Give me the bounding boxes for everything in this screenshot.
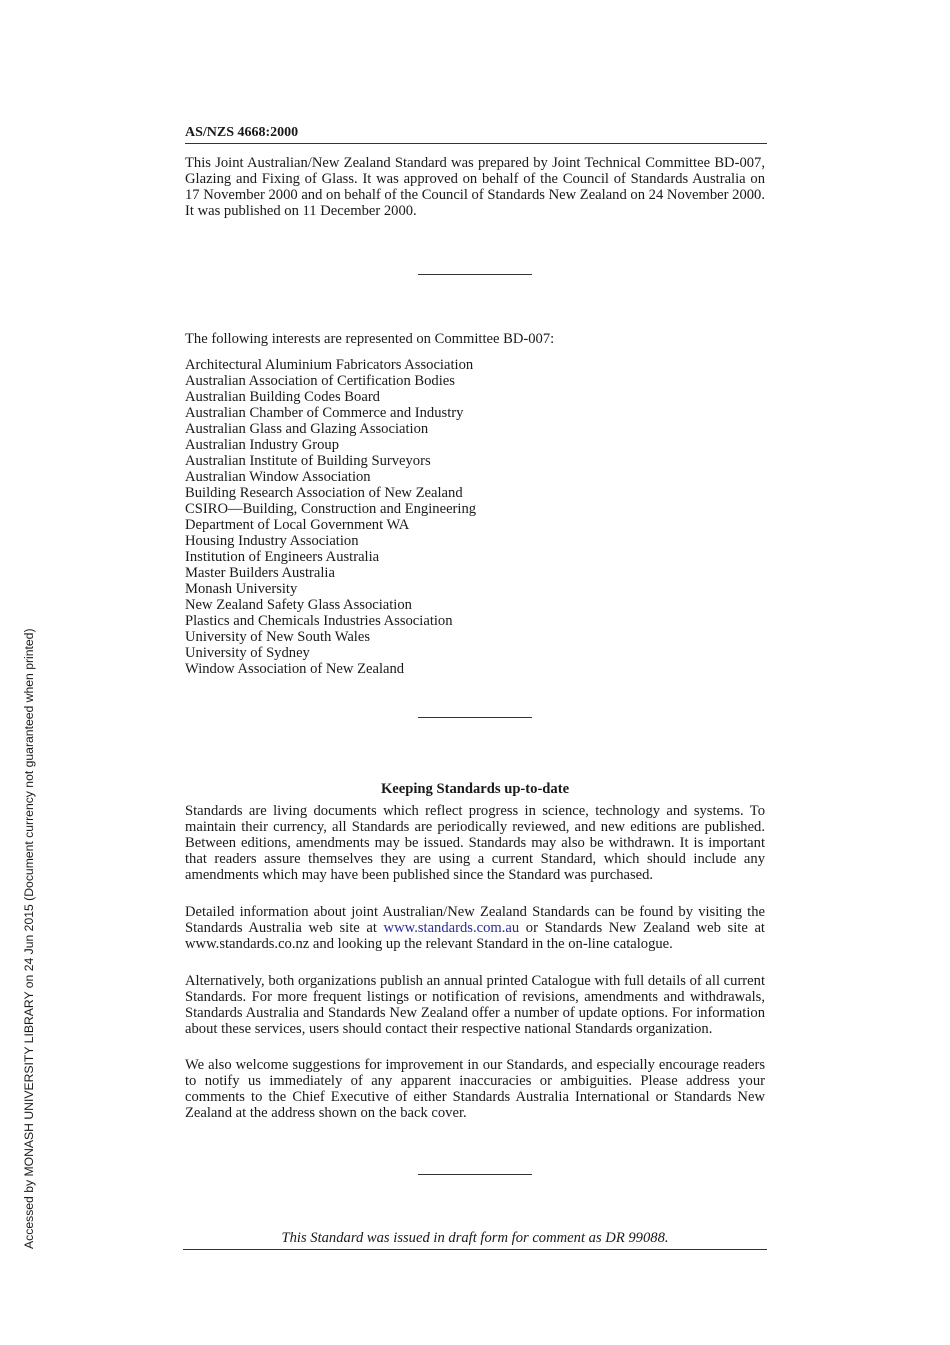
standards-australia-link[interactable]: www.standards.com.au: [383, 920, 520, 936]
section-divider: [418, 1174, 532, 1175]
list-item: Australian Institute of Building Surveyors: [185, 453, 431, 469]
list-item: Master Builders Australia: [185, 565, 335, 581]
list-item: Window Association of New Zealand: [185, 661, 405, 677]
list-item: Department of Local Government WA: [185, 517, 410, 533]
paragraph-text: or Standards New Zealand web site at www.standards.co.nz and looking up the relevant Standard in the on-line catalogue.: [185, 920, 765, 952]
detailed-information-paragraph: [185, 904, 765, 952]
suggestions-paragraph: We also welcome suggestions for improvement in our Standards, and especially encourage readers to notify us immediately of any apparent inaccuracies or ambiguities. Please address your comments to the Chief Executive of either Standards Australia International or Standards New Zealand at the address shown on the back cover.: [185, 1057, 765, 1121]
committee-lead-in: The following interests are represented on Committee BD-007:: [185, 331, 555, 347]
intro-paragraph: This Joint Australian/New Zealand Standard was prepared by Joint Technical Committee BD-007, Glazing and Fixing of Glass. It was approved on behalf of the Council of Standards Australia on 17 November 2000 and on behalf of the Council of Standards New Zealand on 24 November 2000. It was published on 11 December 2000.: [185, 155, 765, 219]
list-item: Plastics and Chemicals Industries Association: [185, 613, 453, 629]
list-item: CSIRO—Building, Construction and Engineering: [185, 501, 477, 517]
list-item: Monash University: [185, 581, 298, 597]
section-divider: [418, 274, 532, 275]
list-item: Housing Industry Association: [185, 533, 359, 549]
list-item: New Zealand Safety Glass Association: [185, 597, 412, 613]
access-watermark: Accessed by MONASH UNIVERSITY LIBRARY on 24 Jun 2015 (Document currency not guaranteed when printed): [22, 628, 36, 1249]
list-item: Australian Glass and Glazing Association: [185, 421, 429, 437]
list-item: Australian Association of Certification Bodies: [185, 373, 455, 389]
committee-member-list: [185, 357, 476, 677]
draft-note-footer: This Standard was issued in draft form for comment as DR 99088.: [183, 1230, 767, 1250]
paragraph-text: Detailed information about joint Australian/New Zealand Standards can be found by visiting the Standards Australia web site at: [185, 904, 765, 936]
standard-number-header: AS/NZS 4668:2000: [185, 125, 767, 144]
list-item: Australian Industry Group: [185, 437, 340, 453]
keeping-up-to-date-heading: Keeping Standards up-to-date: [380, 781, 570, 797]
list-item: University of Sydney: [185, 645, 310, 661]
list-item: Australian Building Codes Board: [185, 389, 380, 405]
list-item: University of New South Wales: [185, 629, 371, 645]
catalogue-paragraph: Alternatively, both organizations publish an annual printed Catalogue with full details of all current Standards. For more frequent listings or notification of revisions, amendments and withdrawals, Standards Australia and Standards New Zealand offer a number of update options. For information about these services, users should contact their respective national Standards organization.: [185, 973, 765, 1037]
list-item: Australian Chamber of Commerce and Industry: [185, 405, 464, 421]
list-item: Institution of Engineers Australia: [185, 549, 380, 565]
living-documents-paragraph: Standards are living documents which reflect progress in science, technology and systems. To maintain their currency, all Standards are periodically reviewed, and new editions are published. Between editions, amendments may be issued. Standards may also be withdrawn. It is important that readers assure themselves they are using a current Standard, which should include any amendments which may have been published since the Standard was purchased.: [185, 803, 765, 883]
list-item: Australian Window Association: [185, 469, 371, 485]
list-item: Architectural Aluminium Fabricators Association: [185, 357, 474, 373]
section-divider: [418, 717, 532, 718]
list-item: Building Research Association of New Zealand: [185, 485, 463, 501]
